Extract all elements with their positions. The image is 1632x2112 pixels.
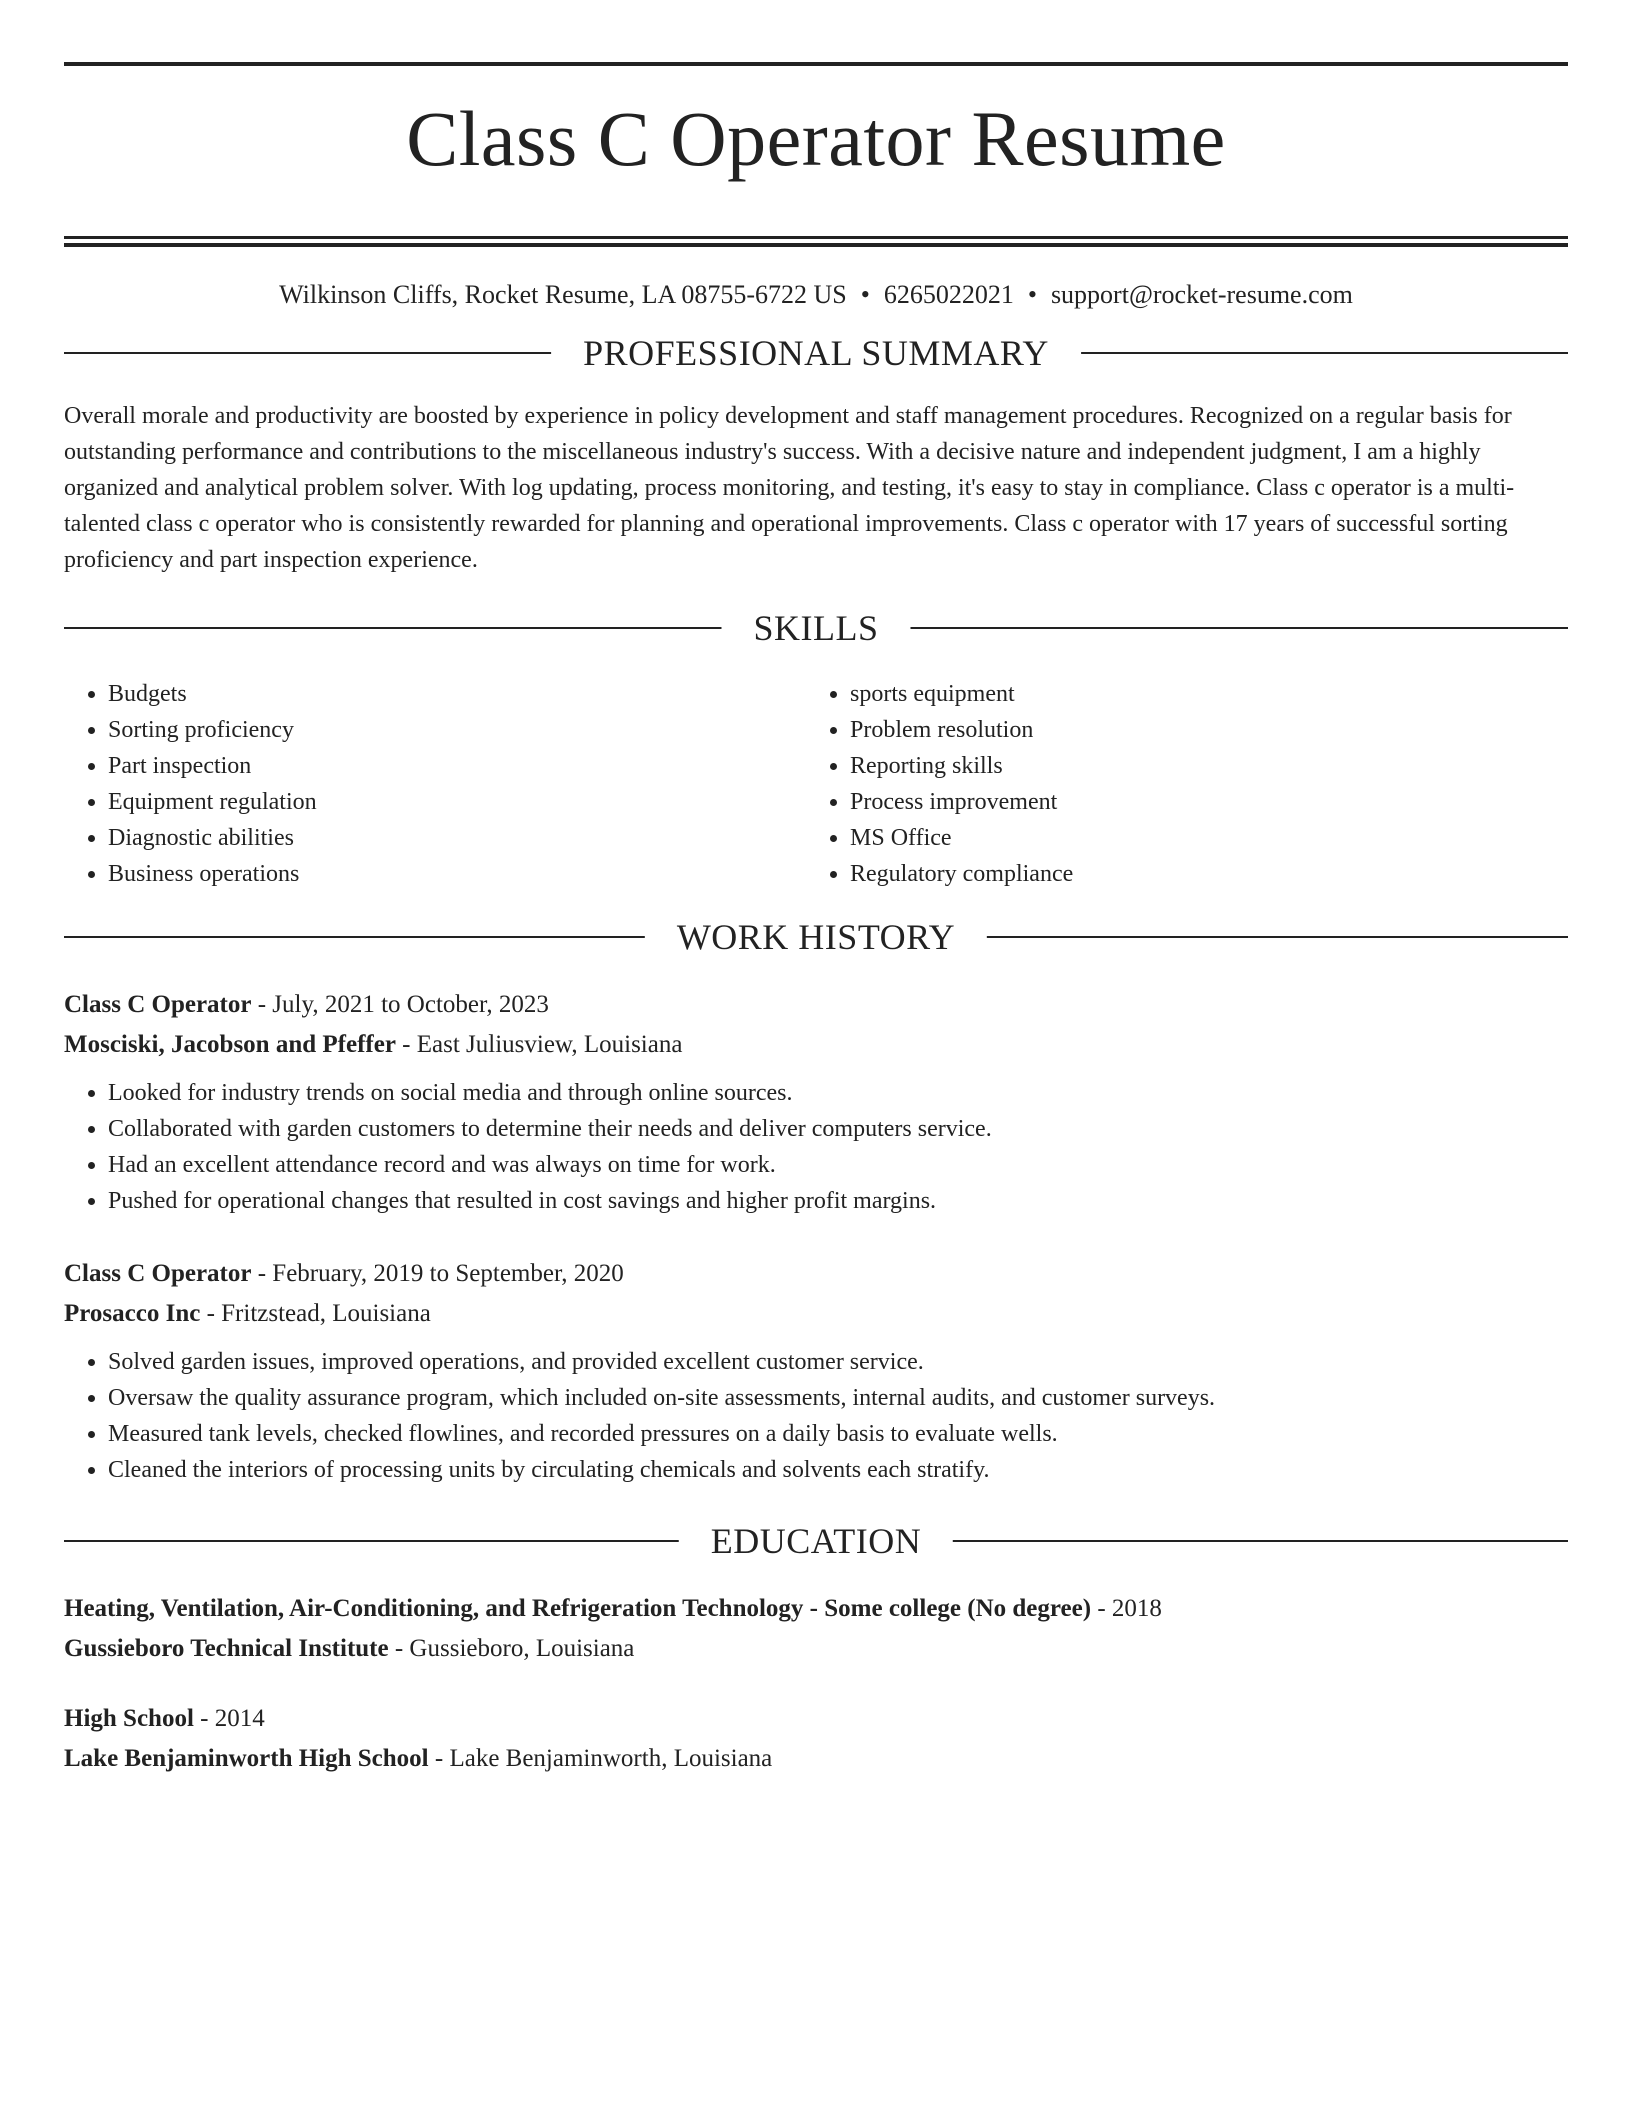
skills-column-left	[64, 676, 317, 892]
section-heading-summary	[64, 333, 1568, 373]
contact-phone: 6265022021	[883, 280, 1014, 310]
skill-item: • Problem resolution	[850, 712, 1073, 748]
job-company-line	[64, 1294, 1568, 1334]
education-location: - Gussieboro, Louisiana	[388, 1635, 635, 1662]
skill-item: • Business operations	[108, 856, 317, 892]
title-double-rule	[64, 236, 1568, 247]
skill-item: • Process improvement	[850, 784, 1073, 820]
contact-address: Wilkinson Cliffs, Rocket Resume, LA 08755-6722 US	[279, 280, 847, 310]
job-bullet: • Looked for industry trends on social media and through online sources.	[108, 1075, 1568, 1111]
job-title-line	[64, 985, 1568, 1025]
job-bullet: • Measured tank levels, checked flowlines, and recorded pressures on a daily basis to evaluate wells.	[108, 1416, 1568, 1452]
skill-item: • Diagnostic abilities	[108, 820, 317, 856]
skill-item: • Reporting skills	[850, 748, 1073, 784]
job-title: Class C Operator	[64, 1260, 252, 1287]
skill-item: • MS Office	[850, 820, 1073, 856]
resume-page	[64, 0, 1568, 1772]
education-school-line	[64, 1739, 1568, 1779]
job-company: Prosacco Inc	[64, 1300, 201, 1327]
education-degree-line	[64, 1589, 1568, 1629]
education-year: - 2014	[193, 1705, 265, 1732]
education-entry	[64, 1699, 1568, 1779]
education-school-line	[64, 1629, 1568, 1669]
job-entry	[64, 1254, 1568, 1488]
education-location: - Lake Benjaminworth, Louisiana	[428, 1745, 773, 1772]
skill-item: • Sorting proficiency	[108, 712, 317, 748]
job-bullet: • Collaborated with garden customers to determine their needs and deliver computers service.	[108, 1111, 1568, 1147]
contact-line	[64, 279, 1568, 311]
contact-separator: •	[860, 280, 870, 310]
education-year: - 2018	[1091, 1595, 1162, 1622]
job-location: - Fritzstead, Louisiana	[200, 1300, 431, 1327]
job-bullets	[64, 1344, 1568, 1488]
resume-title: Class C Operator Resume	[406, 95, 1226, 182]
contact-separator: •	[1027, 280, 1037, 310]
job-bullets	[64, 1075, 1568, 1219]
section-title-education: EDUCATION	[679, 1521, 953, 1561]
section-heading-education	[64, 1521, 1568, 1561]
job-title-line	[64, 1254, 1568, 1294]
skill-item: • Part inspection	[108, 748, 317, 784]
skill-item: • Budgets	[108, 676, 317, 712]
job-dates: - February, 2019 to September, 2020	[251, 1260, 624, 1287]
job-location: - East Juliusview, Louisiana	[395, 1031, 683, 1058]
education-degree: High School	[64, 1705, 194, 1732]
job-title: Class C Operator	[64, 991, 252, 1018]
skill-item: • Regulatory compliance	[850, 856, 1073, 892]
job-bullet: • Cleaned the interiors of processing units by circulating chemicals and solvents each stratify.	[108, 1452, 1568, 1488]
job-dates: - July, 2021 to October, 2023	[251, 991, 549, 1018]
skill-item: • Equipment regulation	[108, 784, 317, 820]
education-degree-line	[64, 1699, 1568, 1739]
top-rule	[64, 62, 1568, 66]
job-entry	[64, 985, 1568, 1219]
job-bullet: • Oversaw the quality assurance program, which included on-site assessments, internal audits, and customer surveys.	[108, 1380, 1568, 1416]
education-entry	[64, 1589, 1568, 1669]
section-title-work: WORK HISTORY	[645, 917, 987, 957]
section-heading-work	[64, 917, 1568, 957]
job-company-line	[64, 1025, 1568, 1065]
section-title-summary: PROFESSIONAL SUMMARY	[551, 333, 1081, 373]
section-heading-skills	[64, 608, 1568, 648]
education-school: Lake Benjaminworth High School	[64, 1745, 429, 1772]
job-company: Mosciski, Jacobson and Pfeffer	[64, 1031, 396, 1058]
section-title-skills: SKILLS	[721, 608, 910, 648]
skill-item: • sports equipment	[850, 676, 1073, 712]
job-bullet: • Solved garden issues, improved operations, and provided excellent customer service.	[108, 1344, 1568, 1380]
skills-column-right	[806, 676, 1073, 892]
education-school: Gussieboro Technical Institute	[64, 1635, 389, 1662]
education-degree: Heating, Ventilation, Air-Conditioning, and Refrigeration Technology - Some college (No degree)	[64, 1595, 1092, 1622]
summary-paragraph: Overall morale and productivity are boosted by experience in policy development and staff management procedures. Recognized on a regular basis for outstanding performance and contributions to the miscellaneous industry's success. With a decisive nature and independent judgment, I am a highly organized and analytical problem solver. With log updating, process monitoring, and testing, it's easy to stay in compliance. Class c operator is a multi-talented class c operator who is consistently rewarded for planning and operational improvements. Class c operator with 17 years of successful sorting proficiency and part inspection experience.	[64, 403, 1515, 573]
contact-email: support@rocket-resume.com	[1050, 280, 1353, 310]
job-bullet: • Had an excellent attendance record and was always on time for work.	[108, 1147, 1568, 1183]
job-bullet: • Pushed for operational changes that resulted in cost savings and higher profit margins.	[108, 1183, 1568, 1219]
